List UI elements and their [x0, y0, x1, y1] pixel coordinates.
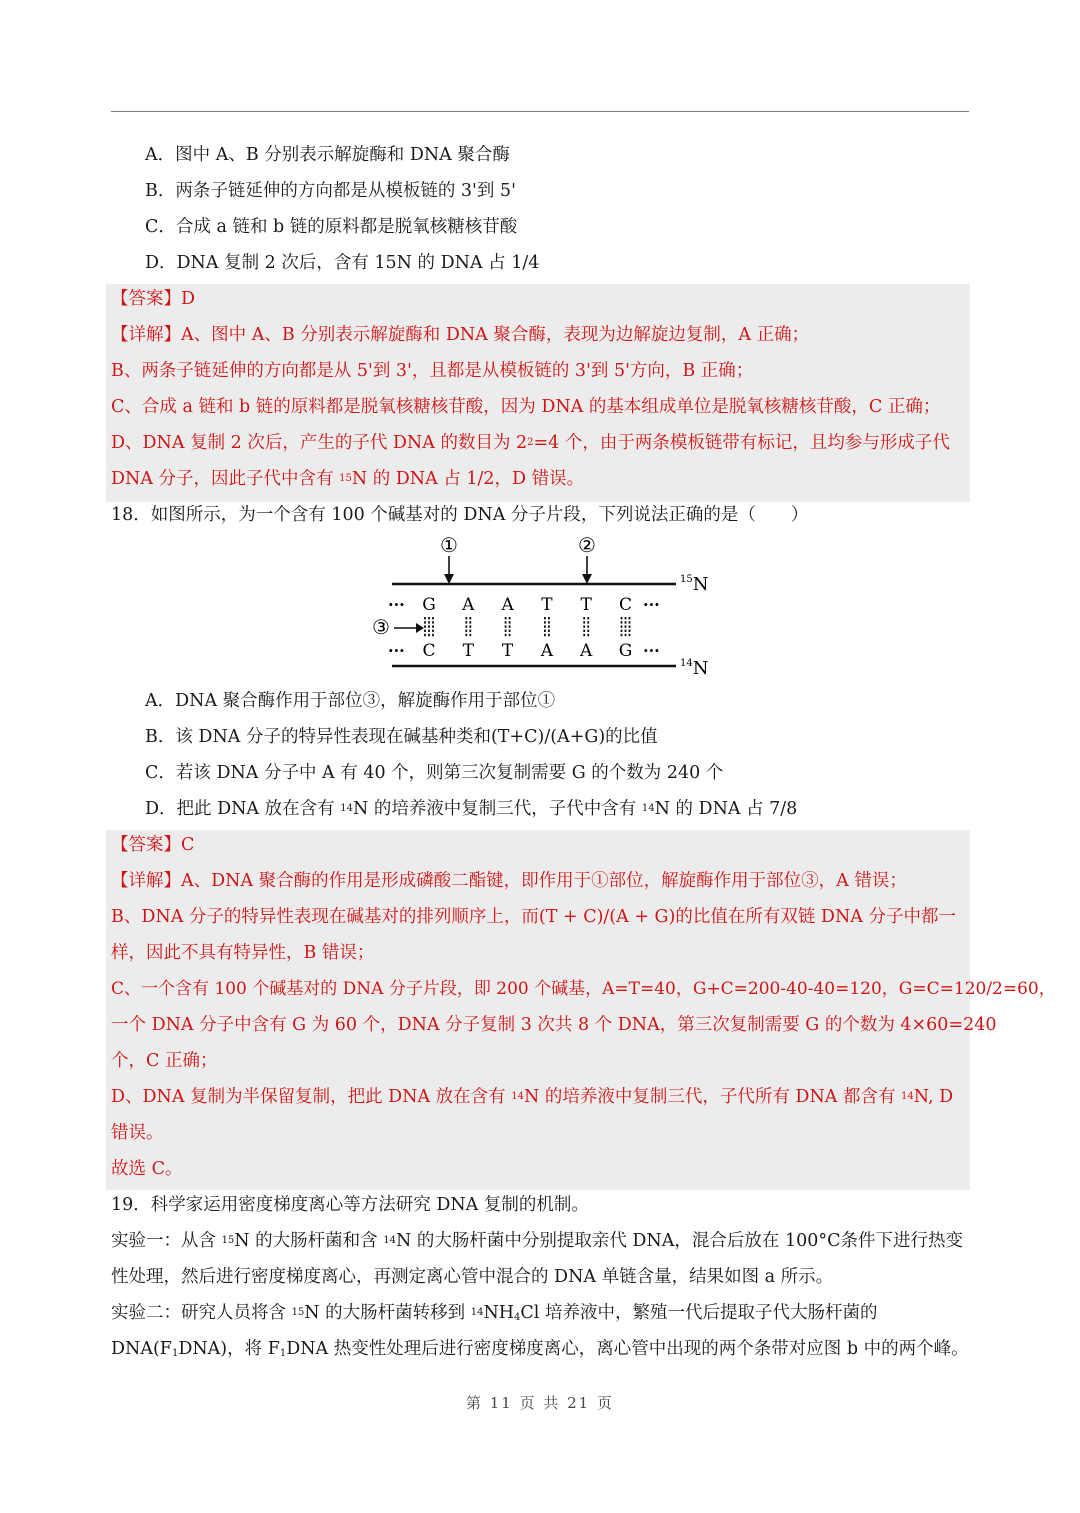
circle-marker-3 [372, 615, 424, 639]
bottom-dots-left: ··· [388, 641, 405, 660]
q17-option-c: C．合成 a 链和 b 链的原料都是脱氧核糖核苷酸 [145, 217, 518, 237]
q19-exp2-line1: 实验二：研究人员将含 $^{15}$N 的大肠杆菌转移到 $^{14}NH_4Cl$ 培养液中，繁殖一代后提取子代大肠杆菌的 [111, 1303, 878, 1323]
bottom-strand-label: $^{14}$N [680, 658, 709, 679]
q18-detail-line7: D、DNA 复制为半保留复制，把此 DNA 放在含有 $^{14}$N 的培养液中复制三代，子代所有 DNA 都含有 $^{14}$N, D [111, 1087, 954, 1107]
hydrogen-bond [544, 617, 550, 636]
bottom-base-T: T [462, 641, 474, 661]
q18-stem: 18．如图所示，为一个含有 100 个碱基对的 DNA 分子片段，下列说法正确的是（ ） [111, 505, 809, 525]
hydrogen-bond [465, 617, 471, 636]
q18-detail-line3: 样，因此不具有特异性，B 错误； [111, 943, 375, 963]
q17-option-a: A．图中 A、B 分别表示解旋酶和 DNA 聚合酶 [145, 145, 510, 165]
top-dots-right: ··· [643, 595, 660, 614]
q18-detail-line8: 错误。 [111, 1123, 164, 1143]
q18-answer: 【答案】C [111, 835, 195, 855]
detail-label: 【详解】 [111, 325, 181, 345]
q18-option-d: D．把此 DNA 放在含有 $^{14}$N 的培养液中复制三代，子代中含有 $^{14}$N 的 DNA 占 7/8 [145, 799, 798, 819]
q17-answer: 【答案】D [111, 289, 196, 309]
q17-detail-line4: D、DNA 复制 2 次后，产生的子代 DNA 的数目为 $2^2=4$ 个，由于两条模板链带有标记，且均参与形成子代 [111, 433, 950, 453]
top-base-A: A [501, 595, 514, 615]
top-base-A: A [462, 595, 475, 615]
svg-text:①: ① [440, 533, 458, 557]
q18-detail-line4: C、一个含有 100 个碱基对的 DNA 分子片段，即 200 个碱基，A=T=40，G+C=200-40-40=120，G=C=120/2=60， [111, 979, 1056, 999]
header-rule [111, 111, 969, 112]
detail-label: 【详解】 [111, 871, 181, 891]
hydrogen-bond [621, 617, 631, 636]
svg-text:②: ② [578, 533, 596, 557]
hydrogen-bond [505, 617, 511, 636]
svg-text:③: ③ [372, 615, 390, 639]
bottom-base-A: A [580, 641, 593, 661]
page-footer: 第 11 页 共 21 页 [465, 1394, 614, 1412]
circle-marker-1 [440, 533, 458, 584]
q18-detail-line6: 个，C 正确； [111, 1051, 218, 1071]
bottom-dots-right: ··· [643, 641, 660, 660]
top-dots-left: ··· [388, 595, 405, 614]
q17-detail-line2: B、两条子链延伸的方向都是从 5'到 3'，且都是从模板链的 3'到 5'方向，B 正确； [111, 361, 754, 381]
q18-detail-line5: 一个 DNA 分子中含有 G 为 60 个，DNA 分子复制 3 次共 8 个 DNA，第三次复制需要 G 的个数为 4×60=240 [111, 1015, 997, 1035]
circle-marker-2 [578, 533, 596, 584]
top-base-G: G [422, 595, 436, 615]
bottom-base-C: C [422, 641, 436, 661]
q19-stem: 19．科学家运用密度梯度离心等方法研究 DNA 复制的机制。 [111, 1195, 589, 1215]
top-base-T: T [541, 595, 553, 615]
q18-detail-line2: B、DNA 分子的特异性表现在碱基对的排列顺序上，而(T + C)/(A + G)的比值在所有双链 DNA 分子中都一 [111, 907, 956, 927]
q19-exp1-line2: 性处理，然后进行密度梯度离心，再测定离心管中混合的 DNA 单链含量，结果如图 a 所示。 [111, 1267, 834, 1287]
hydrogen-bond [583, 617, 589, 636]
bottom-base-A: A [540, 641, 554, 661]
top-strand-label: $^{15}$N [680, 574, 709, 595]
q18-option-c: C．若该 DNA 分子中 A 有 40 个，则第三次复制需要 G 的个数为 240 个 [145, 763, 724, 783]
q19-exp2-line2: $DNA(F_1DNA)$，将 $F_1DNA$ 热变性处理后进行密度梯度离心，离心管中出现的两个条带对应图 b 中的两个峰。 [111, 1339, 969, 1359]
q17-detail-line5: DNA 分子，因此子代中含有 $^{15}$N 的 DNA 占 1/2，D 错误。 [111, 469, 585, 489]
top-base-T: T [580, 595, 592, 615]
base-pairs [422, 595, 632, 661]
q18-detail-line9: 故选 C。 [111, 1159, 183, 1179]
bottom-base-G: G [618, 641, 633, 661]
top-base-C: C [618, 595, 633, 615]
q18-detail-line1: 【详解】A、DNA 聚合酶的作用是形成磷酸二酯键，即作用于①部位，解旋酶作用于部位③，A 错误； [111, 871, 907, 891]
q17-detail-line1: 【详解】A、图中 A、B 分别表示解旋酶和 DNA 聚合酶，表现为边解旋边复制，A 正确； [111, 325, 810, 345]
hydrogen-bond [424, 617, 434, 636]
q17-detail-line3: C、合成 a 链和 b 链的原料都是脱氧核糖核苷酸，因为 DNA 的基本组成单位是脱氧核糖核苷酸，C 正确； [111, 397, 941, 417]
dna-diagram [360, 532, 730, 682]
q18-option-b: B．该 DNA 分子的特异性表现在碱基种类和(T+C)/(A+G)的比值 [145, 727, 658, 747]
q19-exp1-line1: 实验一：从含 $^{15}$N 的大肠杆菌和含 $^{14}$N 的大肠杆菌中分别提取亲代 DNA，混合后放在 100°C条件下进行热变 [111, 1231, 963, 1251]
q17-option-b: B．两条子链延伸的方向都是从模板链的 3'到 5' [145, 181, 516, 201]
q18-option-a: A．DNA 聚合酶作用于部位③，解旋酶作用于部位① [145, 691, 556, 711]
bottom-base-T: T [501, 641, 514, 661]
q17-option-d: D．DNA 复制 2 次后，含有 15N 的 DNA 占 1/4 [145, 253, 540, 273]
